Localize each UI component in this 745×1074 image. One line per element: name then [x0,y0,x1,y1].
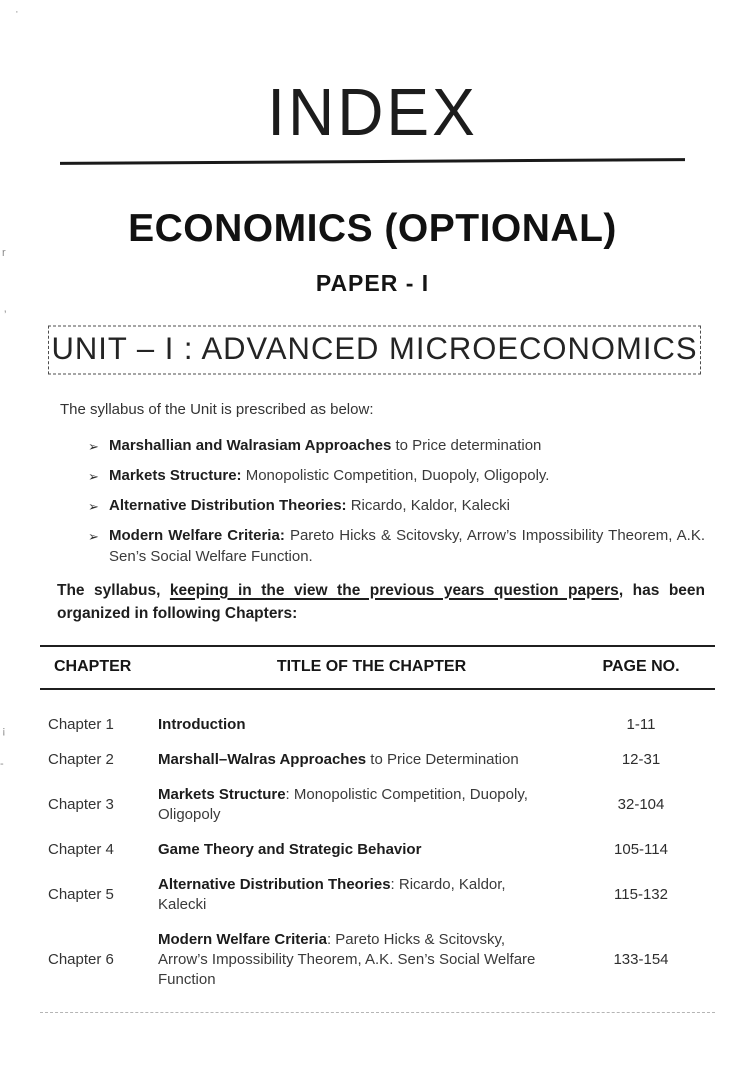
paper-title: PAPER - I [315,270,430,296]
unit-banner: UNIT – I : ADVANCED MICROECONOMICS [48,326,701,375]
note-prefix: The syllabus, [57,581,170,599]
bullet-item [88,525,705,567]
table-row [40,735,715,770]
bullet-rest-text: Pareto Hicks & Scitovsky, Arrow’s Impossibility Theorem, A.K. Sen’s Social Welfare Function. [109,526,705,565]
cell-chapter: Chapter 2 [48,750,114,768]
scan-speck-artifact: r [2,247,6,259]
bullet-rest-text: Monopolistic Competition, Duopoly, Oligopoly. [241,466,550,484]
cell-chapter: Chapter 3 [48,795,114,813]
title-bold: Alternative Distribution Theories [158,875,391,893]
scan-speck-artifact: - [0,758,4,770]
table-row [40,915,715,990]
bullet-item [88,465,705,487]
bullet-item [88,495,705,517]
header-chapter: CHAPTER [54,657,132,675]
cell-title [158,875,585,915]
arrow-bullet-icon: ➢ [88,438,99,454]
cell-pages: 105-114 [614,840,668,858]
bullet-bold-text: Modern Welfare Criteria: [109,526,285,544]
cell-pages: 133-154 [613,950,669,968]
scan-speck-artifact: · [15,6,19,18]
header-title: TITLE OF THE CHAPTER [276,657,467,675]
scan-speck-artifact: ¡ [2,725,6,737]
table-row [40,860,715,915]
header-page-no: PAGE NO. [602,657,680,675]
subject-title: ECONOMICS (OPTIONAL) [128,207,617,250]
cell-chapter: Chapter 6 [48,950,114,968]
cell-title [158,840,585,860]
syllabus-bullet-list [88,435,705,567]
bullet-text [109,465,705,487]
cell-chapter: Chapter 4 [48,840,114,858]
bullet-text [109,435,705,457]
title-bold: Markets Structure [158,785,286,803]
bullet-rest-text: Ricardo, Kaldor, Kalecki [346,496,510,514]
chapters-table [40,645,715,1013]
table-body [40,690,715,1013]
note-suffix: , has been organized in following Chapters: [57,581,705,622]
bullet-text [109,525,705,567]
cell-pages: 1-11 [626,715,656,733]
note-underlined: keeping in the view the previous years question papers [169,581,619,599]
title-rest: : Pareto Hicks & Scitovsky, Arrow’s Impossibility Theorem, A.K. Sen’s Social Welfare Function [158,930,536,988]
arrow-bullet-icon: ➢ [88,528,99,544]
title-bold: Modern Welfare Criteria [158,930,327,948]
bullet-item [88,435,705,457]
arrow-bullet-icon: ➢ [88,498,99,514]
title-rest: : Monopolistic Competition, Duopoly, Oligopoly [158,785,528,823]
cell-pages: 115-132 [614,885,668,903]
syllabus-intro: The syllabus of the Unit is prescribed as below: [60,400,374,418]
bullet-bold-text: Alternative Distribution Theories: [109,496,347,514]
cell-title [158,715,585,735]
table-row [40,770,715,825]
title-divider [60,158,685,165]
cell-title [158,750,585,770]
organization-note [57,579,705,625]
bullet-bold-text: Markets Structure: [109,466,242,484]
cell-pages: 32-104 [617,795,665,813]
cell-title [158,930,585,990]
cell-pages: 12-31 [621,750,661,768]
cell-chapter: Chapter 1 [48,715,114,733]
arrow-bullet-icon: ➢ [88,468,99,484]
cell-title [158,785,585,825]
page-title: INDEX [267,74,478,150]
table-row [40,825,715,860]
title-rest: to Price Determination [366,750,519,768]
title-bold: Game Theory and Strategic Behavior [158,840,422,858]
bullet-rest-text: to Price determination [391,436,542,454]
title-bold: Marshall–Walras Approaches [158,750,367,768]
scan-speck-artifact: ’ [4,309,7,321]
bullet-text [109,495,705,517]
table-header-row [40,645,715,690]
title-rest: : Ricardo, Kaldor, Kalecki [158,875,506,913]
table-row [40,690,715,735]
bullet-bold-text: Marshallian and Walrasiam Approaches [109,436,392,454]
title-bold: Introduction [158,715,246,733]
cell-chapter: Chapter 5 [48,885,114,903]
